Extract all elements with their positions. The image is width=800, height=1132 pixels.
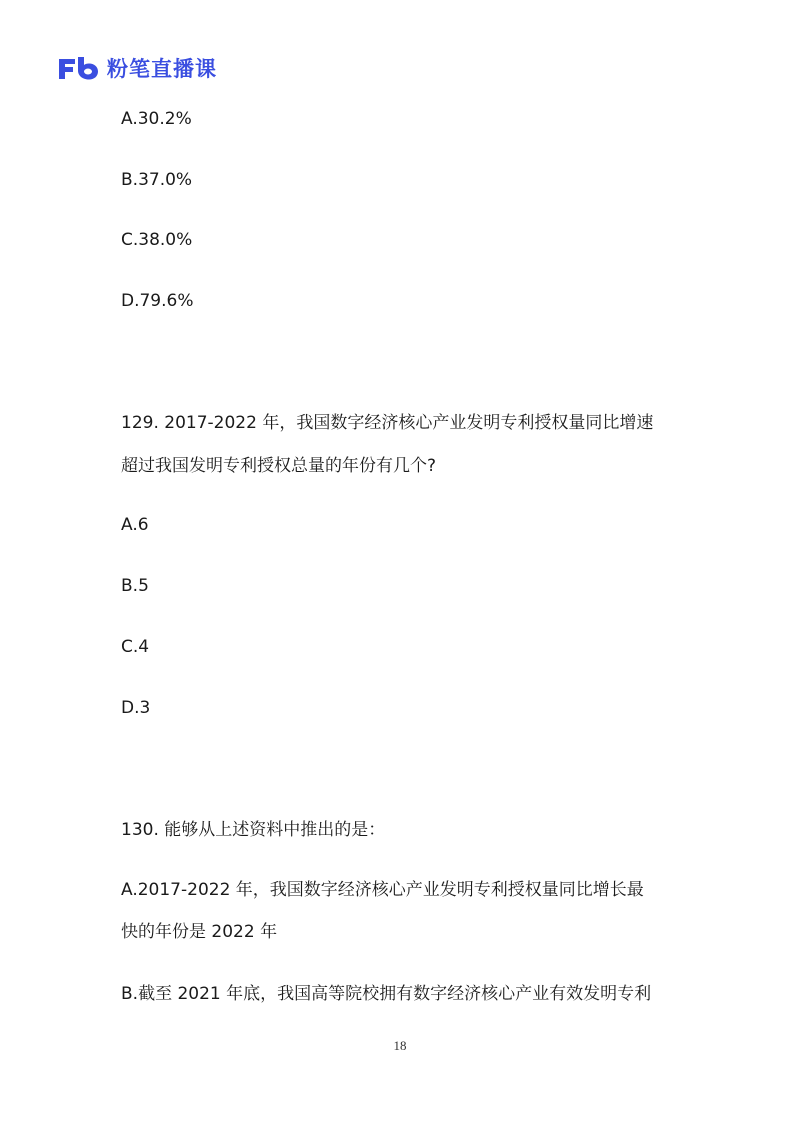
- q129-stem-line-1: 129. 2017-2022 年，我国数字经济核心产业发明专利授权量同比增速: [121, 413, 654, 433]
- q128-option-b: B.37.0%: [121, 170, 193, 190]
- q128-option-d: D.79.6%: [121, 291, 194, 311]
- q129-option-c: C.4: [121, 637, 150, 657]
- page-number: 18: [393, 1038, 407, 1053]
- q130-stem: 130. 能够从上述资料中推出的是：: [121, 820, 386, 840]
- brand-name: 粉笔直播课: [107, 56, 217, 81]
- q129-stem-line-2: 超过我国发明专利授权总量的年份有几个?: [121, 456, 437, 476]
- fenbi-fb-logo-icon: [57, 55, 101, 83]
- q129-option-d: D.3: [121, 698, 151, 718]
- q129-option-a: A.6: [121, 515, 149, 535]
- q130-option-b-line-1: B.截至 2021 年底，我国高等院校拥有数字经济核心产业有效发明专利: [121, 984, 652, 1004]
- q130-option-a-line-1: A.2017-2022 年，我国数字经济核心产业发明专利授权量同比增长最: [121, 880, 644, 900]
- q128-option-a: A.30.2%: [121, 109, 192, 129]
- q130-option-a-line-2: 快的年份是 2022 年: [121, 922, 278, 942]
- q128-option-c: C.38.0%: [121, 230, 193, 250]
- q129-option-b: B.5: [121, 576, 149, 596]
- page-header: [57, 52, 217, 86]
